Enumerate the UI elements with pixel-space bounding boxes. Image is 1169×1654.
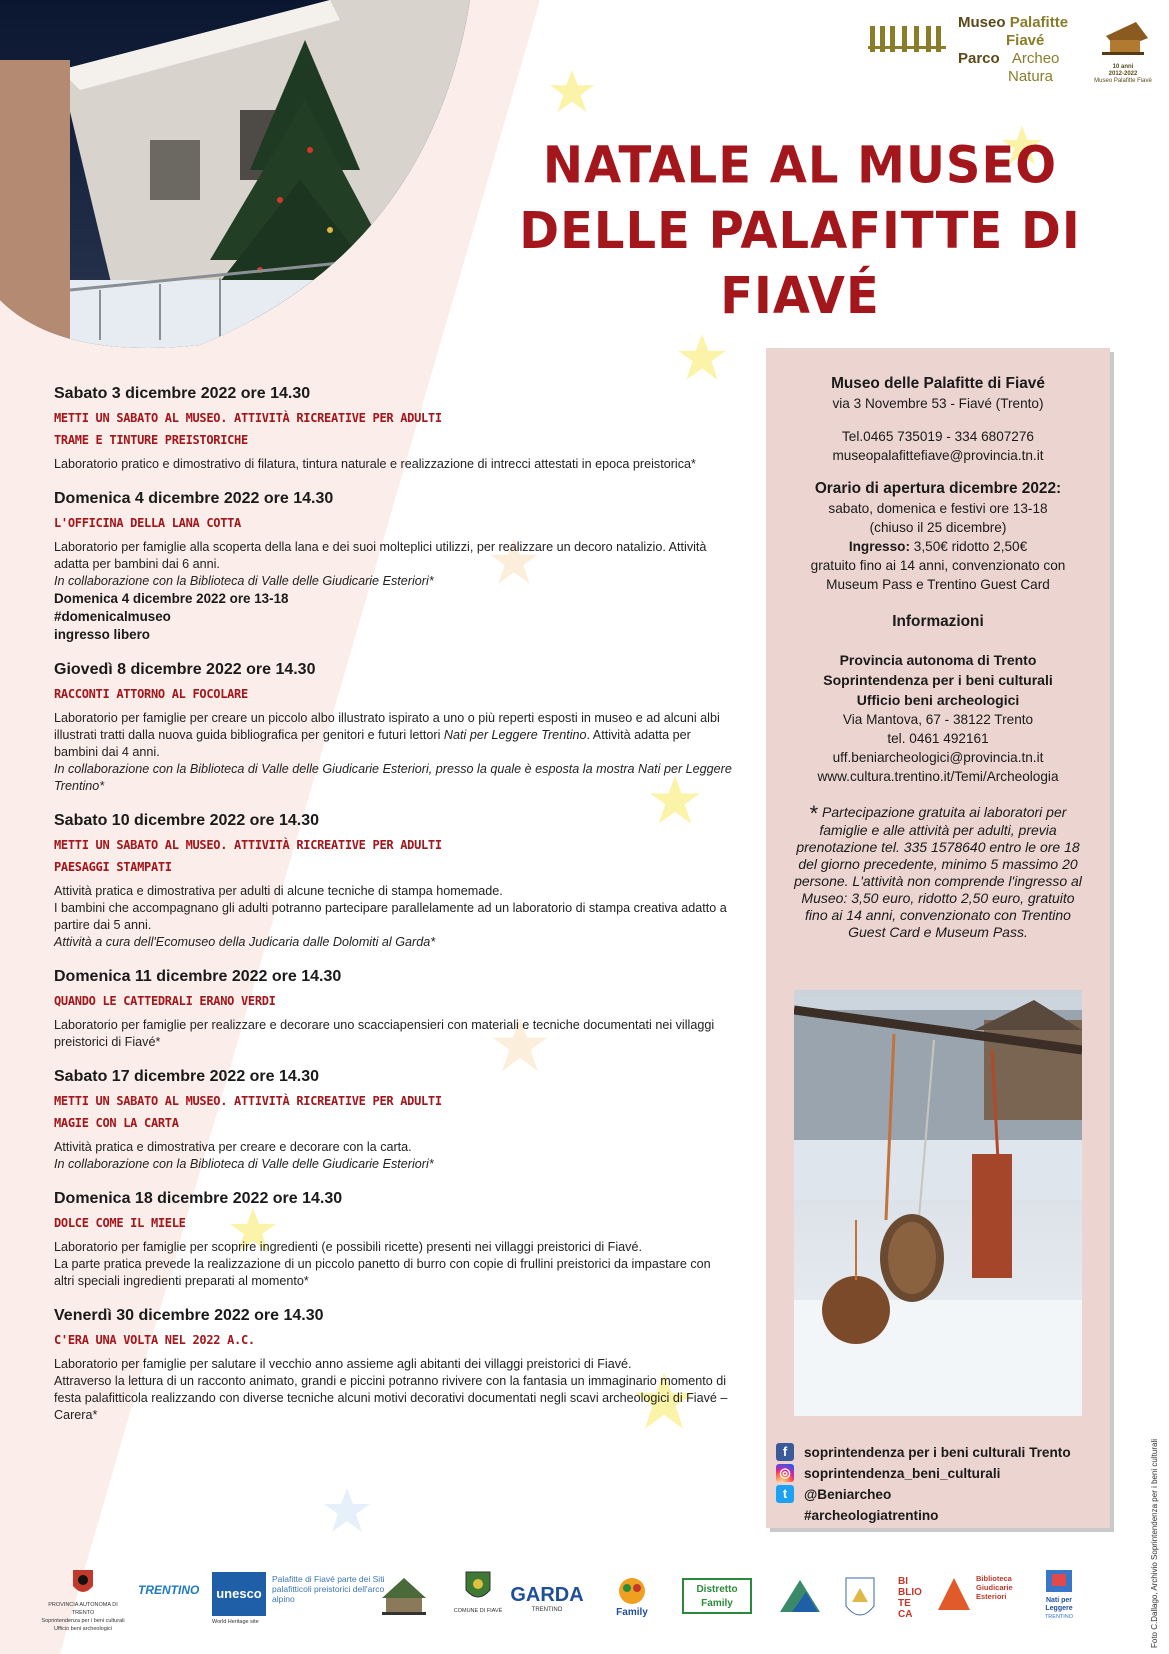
event-subtitle: METTI UN SABATO AL MUSEO. ATTIVITÀ RICREATIVE PER ADULTI bbox=[54, 411, 442, 425]
event-free-entry: ingresso libero bbox=[54, 627, 150, 642]
garda-wordmark: GARDA bbox=[510, 1584, 584, 1606]
event-title: TRAME E TINTURE PREISTORICHE bbox=[54, 433, 248, 447]
event-description-a: Laboratorio per famiglie per creare un piccolo albo illustrato ispirato a uno o più reperti esposti in museo e ad alcuni albi illustrati tratti dalla nuova guida bibliografica per genitori e futuri lettori bbox=[54, 711, 720, 742]
event-date: Domenica 4 dicembre 2022 ore 14.30 bbox=[54, 490, 334, 507]
distretto-logo bbox=[682, 1578, 754, 1642]
museum-phone: Tel.0465 735019 - 334 6807276 bbox=[842, 429, 1034, 444]
event-title: C'ERA UNA VOLTA NEL 2022 A.C. bbox=[54, 1333, 255, 1347]
event-title: PAESAGGI STAMPATI bbox=[54, 860, 172, 874]
comune-label: COMUNE DI FIAVÉ bbox=[453, 1608, 503, 1614]
info-title: Informazioni bbox=[892, 613, 984, 630]
event-item bbox=[54, 811, 734, 951]
logo-natura: Natura bbox=[1008, 68, 1054, 85]
event-item bbox=[54, 1306, 734, 1424]
org-address: Via Mantova, 67 - 38122 Trento bbox=[842, 712, 1034, 727]
event-date: Venerdì 30 dicembre 2022 ore 14.30 bbox=[54, 1307, 324, 1324]
event-description-b: . Attività adatta per bambini dai 4 anni. bbox=[54, 728, 691, 759]
anniversary-logo bbox=[1092, 16, 1154, 88]
event-item bbox=[54, 660, 734, 795]
logo-parco: Parco bbox=[958, 50, 1000, 67]
event-date: Domenica 11 dicembre 2022 ore 14.30 bbox=[54, 968, 342, 985]
event-date: Giovedì 8 dicembre 2022 ore 14.30 bbox=[54, 661, 316, 678]
museum-christmas-tree-photo bbox=[0, 0, 470, 350]
event-description: Attività pratica e dimostrativa per creare e decorare con la carta. bbox=[54, 1140, 412, 1154]
bib-2: BLIO bbox=[898, 1587, 922, 1598]
event-collaboration: In collaborazione con la Biblioteca di Valle delle Giudicarie Esteriori* bbox=[54, 574, 434, 588]
unesco-wordmark: unesco bbox=[212, 1572, 266, 1616]
event-description: Laboratorio per famiglie per scoprire ingredienti (e possibili ricette) presenti nei villaggi preistorici di Fiavé. bbox=[54, 1240, 642, 1254]
anniversary-years: 10 anni bbox=[1112, 64, 1134, 70]
unesco-text: Palafitte di Fiavé parte dei Siti palafitticoli preistorici dell'arco alpino bbox=[272, 1574, 385, 1604]
anniversary-range: 2012-2022 bbox=[1108, 71, 1138, 77]
org-email[interactable]: uff.beniarcheologici@provincia.tn.it bbox=[832, 750, 1044, 765]
partner-logos bbox=[40, 1568, 1120, 1638]
event-date: Domenica 18 dicembre 2022 ore 14.30 bbox=[54, 1190, 343, 1207]
pat-line-1: PROVINCIA AUTONOMA DI TRENTO bbox=[48, 1602, 118, 1616]
bib-3: TE bbox=[898, 1598, 911, 1609]
logo-palafitte: Palafitte bbox=[1009, 14, 1069, 31]
facebook-link[interactable] bbox=[776, 1442, 1106, 1462]
event-date: Sabato 10 dicembre 2022 ore 14.30 bbox=[54, 812, 320, 829]
anniversary-name: Museo Palafitte Fiavé bbox=[1094, 78, 1152, 84]
event-title: L'OFFICINA DELLA LANA COTTA bbox=[54, 516, 241, 530]
distretto-label: Distretto Family bbox=[682, 1578, 752, 1614]
comune-crest-icon bbox=[464, 1568, 492, 1604]
event-item bbox=[54, 967, 734, 1051]
event-item bbox=[54, 1189, 734, 1290]
entry-label: Ingresso: bbox=[848, 539, 911, 554]
star-icon bbox=[676, 332, 728, 384]
org-name-2: Soprintendenza per i beni culturali bbox=[823, 672, 1053, 688]
twitter-link[interactable] bbox=[776, 1484, 1106, 1504]
event-description: Attività pratica e dimostrativa per adulti di alcune tecniche di stampa homemade. bbox=[54, 884, 503, 898]
hashtag-label: #archeologiatrentino bbox=[804, 1507, 939, 1523]
title-line-2: DELLE PALAFITTE DI FIAVÉ bbox=[519, 201, 1081, 326]
event-description-italic: Nati per Leggere Trentino bbox=[443, 728, 587, 742]
star-icon bbox=[322, 1486, 372, 1536]
event-collaboration: Attività a cura dell'Ecomuseo della Judicaria dalle Dolomiti al Garda* bbox=[54, 935, 436, 949]
unesco-sub: World Heritage site bbox=[212, 1619, 259, 1625]
pat-eagle-icon bbox=[71, 1568, 95, 1598]
event-description bbox=[54, 710, 734, 761]
npl-logo bbox=[1034, 1568, 1084, 1632]
hours-days: sabato, domenica e festivi ore 13-18 bbox=[828, 501, 1048, 516]
twitter-label: @Beniarcheo bbox=[804, 1486, 892, 1502]
org-website[interactable]: www.cultura.trentino.it/Temi/Archeologia bbox=[817, 769, 1059, 784]
event-description: Laboratorio per famiglie per realizzare e decorare uno scacciapensieri con materiali e tecniche documentati nei villaggi preistorici di Fiavé* bbox=[54, 1018, 715, 1049]
events-list bbox=[54, 384, 734, 1440]
biblioteca-logo bbox=[934, 1568, 1030, 1632]
hashtag-row bbox=[776, 1505, 1106, 1525]
family-logo bbox=[600, 1576, 664, 1640]
garda-logo bbox=[508, 1584, 586, 1648]
biblioteca-icon bbox=[934, 1574, 974, 1614]
npl-label: Nati per Leggere bbox=[1045, 1597, 1073, 1612]
event-date: Sabato 17 dicembre 2022 ore 14.30 bbox=[54, 1068, 320, 1085]
event-title: DOLCE COME IL MIELE bbox=[54, 1216, 186, 1230]
facebook-label: soprintendenza per i beni culturali Trento bbox=[804, 1444, 1071, 1460]
bib-1: BI bbox=[898, 1576, 908, 1587]
instagram-icon: ◎ bbox=[776, 1464, 794, 1482]
biblioteca-label: Biblioteca Giudicarie Esteriori bbox=[976, 1574, 1013, 1601]
event-subtitle: METTI UN SABATO AL MUSEO. ATTIVITÀ RICREATIVE PER ADULTI bbox=[54, 1094, 442, 1108]
museum-email[interactable]: museopalafittefiave@provincia.tn.it bbox=[832, 448, 1044, 463]
social-links bbox=[776, 1442, 1106, 1526]
photo-credit: Foto C.Dallago, Archivio Soprintendenza per i beni culturali bbox=[1150, 1438, 1159, 1648]
ecomuseo-logo-icon bbox=[376, 1568, 432, 1632]
org-name-1: Provincia autonoma di Trento bbox=[839, 652, 1037, 668]
pat-line-3: Ufficio beni archeologici bbox=[54, 1626, 112, 1632]
org-name-3: Ufficio beni archeologici bbox=[856, 692, 1020, 708]
title-line-1: NATALE AL MUSEO bbox=[542, 136, 1058, 196]
ornaments-photo bbox=[794, 990, 1082, 1416]
event-collaboration: In collaborazione con la Biblioteca di Valle delle Giudicarie Esteriori* bbox=[54, 1157, 434, 1171]
event-title: MAGIE CON LA CARTA bbox=[54, 1116, 179, 1130]
entry-free: gratuito fino ai 14 anni, convenzionato con bbox=[810, 558, 1066, 573]
museum-name: Museo delle Palafitte di Fiavé bbox=[831, 375, 1045, 392]
entry-value: 3,50€ ridotto 2,50€ bbox=[910, 539, 1028, 554]
instagram-link[interactable] bbox=[776, 1463, 1106, 1483]
biblioteca-mark bbox=[898, 1576, 928, 1640]
logo-archeo: Archeo bbox=[1011, 50, 1060, 67]
npl-sub: TRENTINO bbox=[1044, 1614, 1074, 1620]
event-item bbox=[54, 384, 734, 473]
garda-sub: TRENTINO bbox=[531, 1607, 563, 1613]
ecomuseum-logo-icon bbox=[836, 1568, 884, 1632]
facebook-icon: f bbox=[776, 1443, 794, 1461]
org-phone: tel. 0461 492161 bbox=[887, 731, 989, 746]
palafitte-logo-mark bbox=[868, 18, 946, 62]
event-title: RACCONTI ATTORNO AL FOCOLARE bbox=[54, 687, 248, 701]
event-item bbox=[54, 1067, 734, 1173]
event-description-2: I bambini che accompagnano gli adulti potranno partecipare parallelamente ad un laboratorio di stampa creativa adatto a partire dai 5 anni. bbox=[54, 901, 727, 932]
trentino-logo: TRENTINO bbox=[138, 1583, 200, 1597]
event-hashtag: #domenicalmuseo bbox=[54, 609, 171, 624]
event-description: Laboratorio pratico e dimostrativo di filatura, tintura naturale e realizzazione di intrecci attestati in epoca preistorica* bbox=[54, 457, 696, 471]
event-extra-date: Domenica 4 dicembre 2022 ore 13-18 bbox=[54, 591, 289, 606]
event-collaboration: In collaborazione con la Biblioteca di Valle delle Giudicarie Esteriori, presso la quale è esposta la mostra Nati per Leggere Trentino* bbox=[54, 762, 732, 793]
mountain-logo-icon bbox=[772, 1568, 828, 1632]
page-title bbox=[480, 133, 1120, 328]
event-description-2: Attraverso la lettura di un racconto animato, grandi e piccini potranno rivivere con la fantasia un immaginario momento di festa palafitticola realizzando con diverse tecniche alcuni motivi decorativi documentati negli scavi archeologici di Fiavé – Carera* bbox=[54, 1374, 728, 1422]
event-description: Laboratorio per famiglie per salutare il vecchio anno assieme agli abitanti dei villaggi preistorici di Fiavé. bbox=[54, 1357, 632, 1371]
event-title: QUANDO LE CATTEDRALI ERANO VERDI bbox=[54, 994, 276, 1008]
instagram-label: soprintendenza_beni_culturali bbox=[804, 1465, 1001, 1481]
logo-fiave: Fiavé bbox=[1006, 32, 1045, 49]
event-description: Laboratorio per famiglie alla scoperta della lana e dei suoi molteplici utilizzi, per realizzare un decoro natalizio. Attività adatta per bambini dai 6 anni. bbox=[54, 540, 707, 571]
event-subtitle: METTI UN SABATO AL MUSEO. ATTIVITÀ RICREATIVE PER ADULTI bbox=[54, 838, 442, 852]
booking-note bbox=[778, 801, 1098, 941]
logo-museo: Museo bbox=[958, 14, 1006, 31]
comune-logo bbox=[448, 1568, 508, 1632]
npl-icon bbox=[1044, 1568, 1074, 1594]
note-asterisk: * bbox=[809, 801, 819, 826]
family-label: Family bbox=[616, 1607, 648, 1618]
entry-pass: Museum Pass e Trentino Guest Card bbox=[826, 577, 1050, 592]
event-description-2: La parte pratica prevede la realizzazione di un piccolo panetto di burro con copie di frullini preistorici da impastare con altri speciali ingredienti preparati al momento* bbox=[54, 1257, 711, 1288]
anniversary-hut-icon bbox=[1092, 16, 1154, 62]
hours-title: Orario di apertura dicembre 2022: bbox=[814, 480, 1062, 497]
family-icon bbox=[617, 1576, 647, 1606]
event-item bbox=[54, 489, 734, 644]
twitter-icon: t bbox=[776, 1485, 794, 1503]
event-date: Sabato 3 dicembre 2022 ore 14.30 bbox=[54, 385, 311, 402]
bib-4: CA bbox=[898, 1609, 913, 1620]
star-icon bbox=[548, 68, 596, 116]
museum-address: via 3 Novembre 53 - Fiavé (Trento) bbox=[832, 396, 1044, 411]
pat-line-2: Soprintendenza per i beni culturali bbox=[41, 1618, 125, 1624]
note-text: Partecipazione gratuita ai laboratori per famiglie e alle attività per adulti, previa prenotazione tel. 335 1578640 entro le ore 18 del giorno precedente, minimo 5 massimo 20 persone. L'attività non comprende l'ingresso al Museo: 3,50 euro, ridotto 2,50 euro, gratuito fino ai 14 anni, convenzionato con Trentino Guest Card e Museum Pass. bbox=[794, 804, 1082, 940]
hours-closed: (chiuso il 25 dicembre) bbox=[869, 520, 1007, 535]
pat-logo bbox=[40, 1568, 126, 1632]
